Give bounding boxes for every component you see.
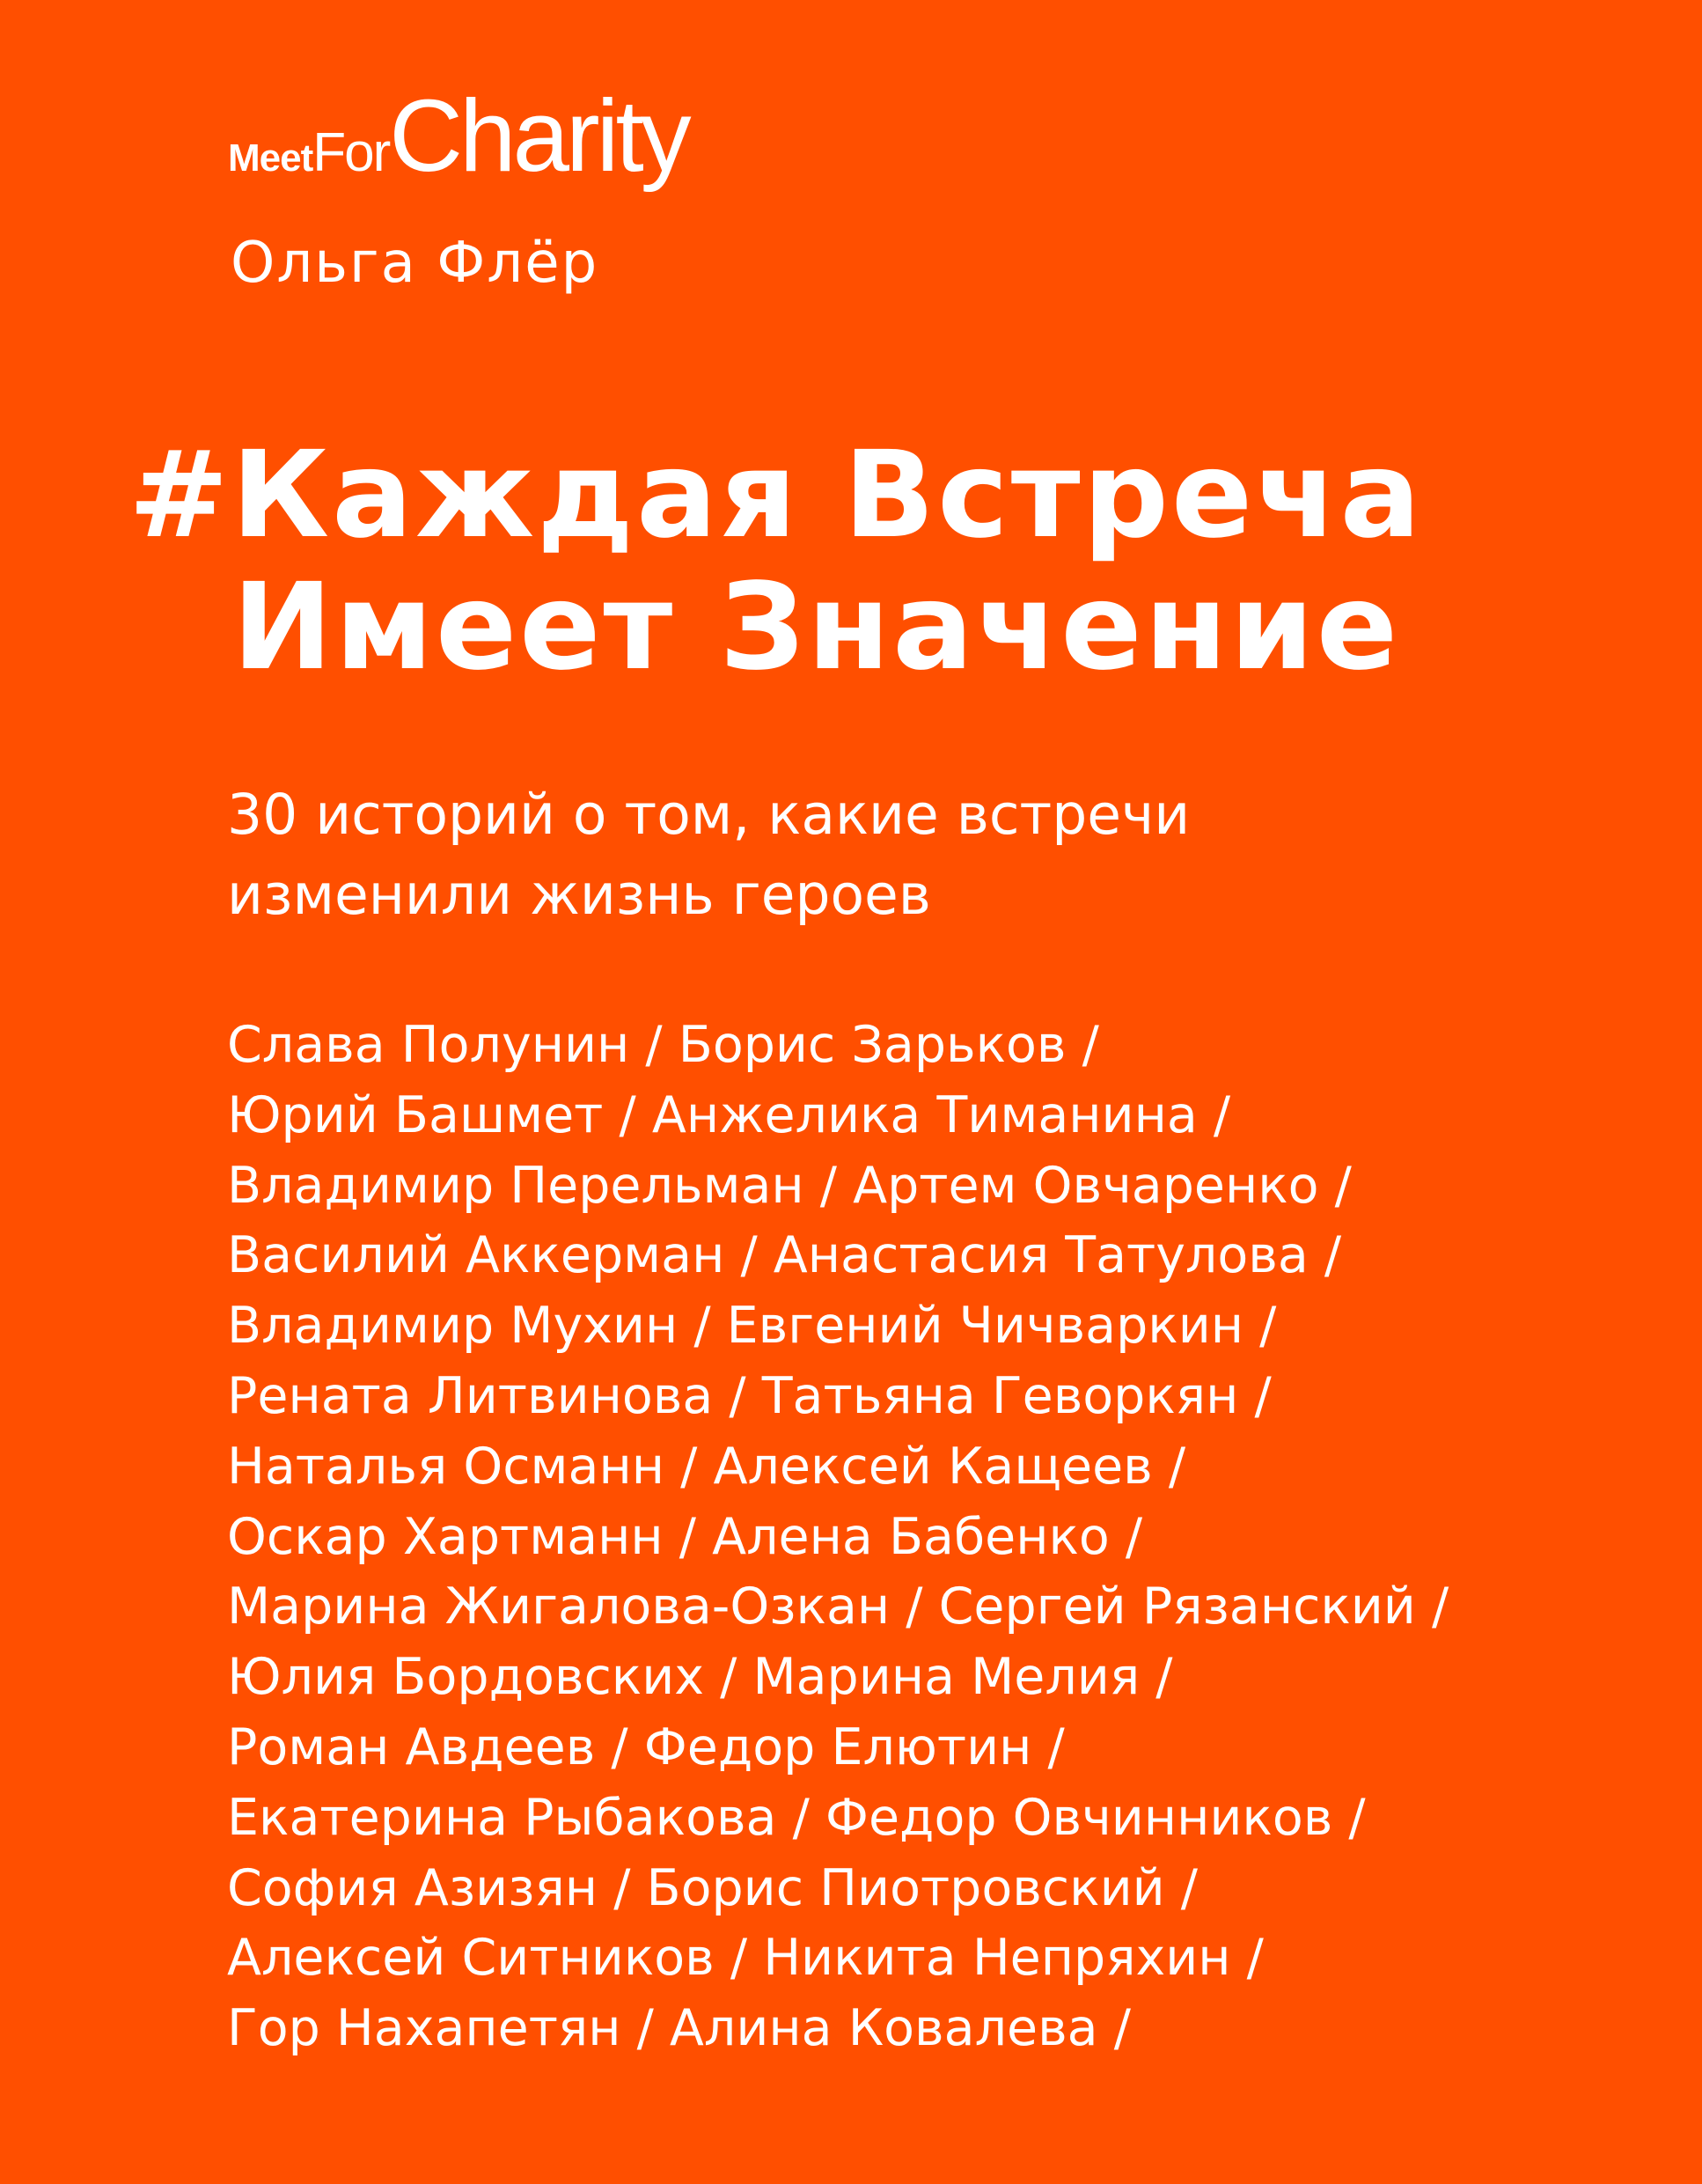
hero-names-line: Гор Нахапетян / Алина Ковалева /	[227, 1999, 1131, 2058]
hero-names-line: Юлия Бордовских / Марина Мелия /	[227, 1648, 1173, 1707]
hero-names-line: Марина Жигалова-Озкан / Сергей Рязанский /	[227, 1577, 1449, 1636]
logo-charity: Charity	[389, 78, 688, 193]
hero-names-line: Роман Авдеев / Федор Елютин /	[227, 1717, 1065, 1776]
hero-names-line: Слава Полунин / Борис Зарьков /	[227, 1016, 1099, 1074]
hero-names-line: Юрий Башмет / Анжелика Тиманина /	[227, 1085, 1231, 1144]
logo-meet: Meet	[228, 136, 313, 180]
logo-for: For	[312, 122, 390, 183]
book-title	[128, 426, 1424, 697]
author-name: Ольга Флёр	[231, 231, 599, 296]
meetforcharity-logo	[228, 78, 688, 193]
hero-names-line: Владимир Перельман / Артем Овчаренко /	[227, 1156, 1352, 1215]
book-subtitle-line-1: 30 историй о том, какие встречи	[227, 783, 1191, 847]
hero-names-line: Владимир Мухин / Евгений Чичваркин /	[227, 1297, 1277, 1356]
hero-names-line: Оскар Хартманн / Алена Бабенко /	[227, 1507, 1143, 1566]
book-subtitle-line-2: изменили жизнь героев	[227, 863, 931, 927]
hero-names-line: София Азизян / Борис Пиотровский /	[227, 1858, 1198, 1917]
hero-names-line: Рената Литвинова / Татьяна Геворкян /	[227, 1366, 1272, 1425]
hero-names-line: Алексей Ситников / Никита Непряхин /	[227, 1929, 1264, 1988]
hero-names-line: Наталья Османн / Алексей Кащеев /	[227, 1437, 1186, 1496]
hero-names-list	[227, 1011, 1449, 2064]
book-title-line-2: Имеет Значение	[232, 558, 1401, 697]
hero-names-line: Екатерина Рыбакова / Федор Овчинников /	[227, 1788, 1366, 1847]
hero-names-line: Василий Аккерман / Анастасия Татулова /	[227, 1226, 1342, 1285]
book-title-line-1: #Каждая Встреча	[128, 426, 1424, 565]
book-subtitle	[227, 775, 1190, 935]
